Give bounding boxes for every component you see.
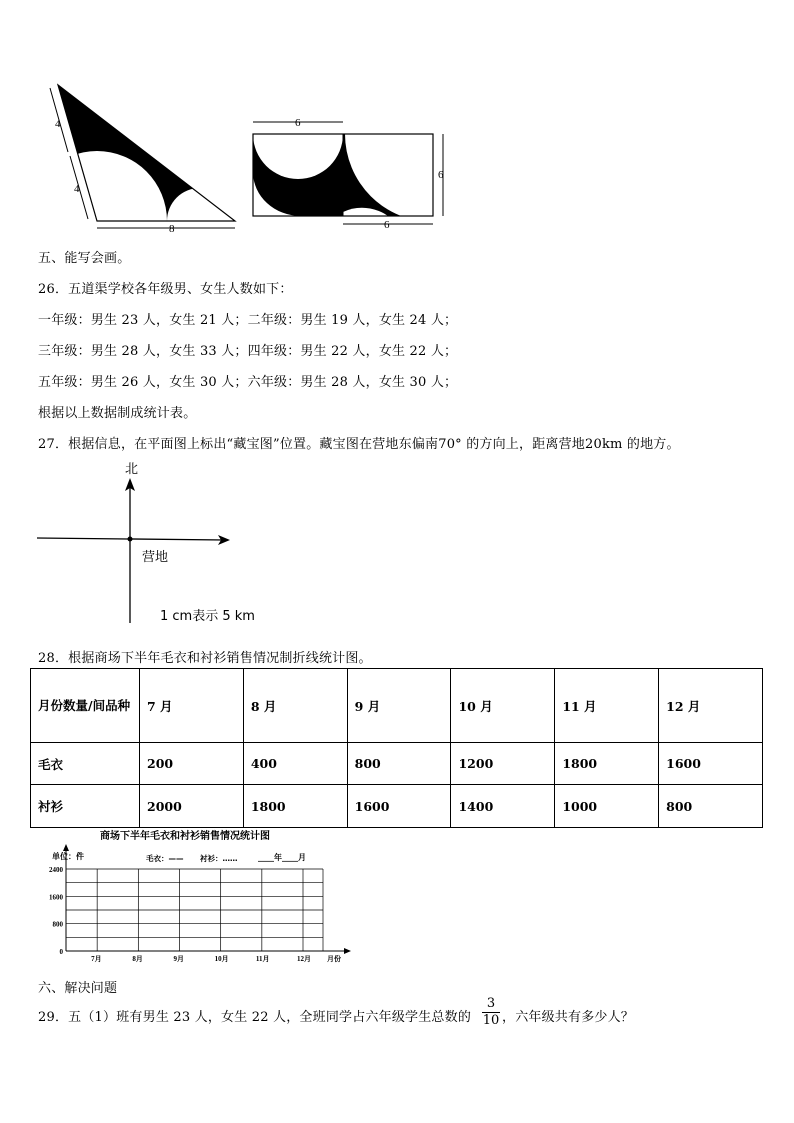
table-header-cell: 12 月 bbox=[659, 669, 763, 743]
chart-legend-sweater: 毛衣：—— bbox=[146, 854, 184, 863]
rectangle-label-right: 6 bbox=[438, 169, 444, 181]
triangle-label-4b: 4 bbox=[74, 183, 80, 195]
camp-label: 营地 bbox=[142, 550, 169, 565]
table-cell: 1800 bbox=[243, 785, 347, 828]
table-cell: 1600 bbox=[347, 785, 451, 828]
chart-grid bbox=[66, 869, 323, 951]
sales-table bbox=[30, 668, 763, 828]
scale-text: 1 cm表示 5 km bbox=[160, 609, 255, 624]
table-cell: 400 bbox=[243, 743, 347, 785]
y-tick-label: 1600 bbox=[49, 893, 63, 902]
q26-task: 根据以上数据制成统计表。 bbox=[38, 406, 197, 421]
triangle-label-8: 8 bbox=[169, 223, 175, 235]
x-axis-arrow bbox=[344, 948, 351, 954]
rectangle-label-top: 6 bbox=[295, 117, 301, 129]
table-cell: 200 bbox=[140, 743, 244, 785]
chart-unit: 单位：件 bbox=[52, 852, 84, 861]
q29-text-after: ，六年级共有多少人？ bbox=[502, 1010, 635, 1025]
y-tick-label: 0 bbox=[59, 948, 63, 956]
chart-title: 商场下半年毛衣和衬衫销售情况统计图 bbox=[100, 831, 270, 842]
section5-heading: 五、能写会画。 bbox=[38, 251, 131, 266]
x-tick-label: 12月 bbox=[297, 955, 311, 963]
fraction-numerator: 3 bbox=[486, 996, 496, 1011]
table-cell: 800 bbox=[347, 743, 451, 785]
table-cell: 1800 bbox=[555, 743, 659, 785]
x-axis-label: 月份 bbox=[327, 955, 341, 963]
table-header-cell: 7 月 bbox=[140, 669, 244, 743]
q26-row1: 一年级：男生 23 人，女生 21 人；二年级：男生 19 人，女生 24 人； bbox=[38, 313, 458, 328]
camp-map bbox=[35, 458, 295, 630]
x-tick-label: 11月 bbox=[255, 955, 270, 963]
table-cell: 2000 bbox=[140, 785, 244, 828]
triangle-figure bbox=[40, 80, 250, 240]
table-header-cell: 月份数量/间品种 bbox=[31, 669, 140, 743]
chart-legend-shirt: 衬衫：…… bbox=[200, 854, 238, 863]
q28-text: 28．根据商场下半年毛衣和衬衫销售情况制折线统计图。 bbox=[38, 651, 372, 666]
table-cell: 毛衣 bbox=[31, 743, 140, 785]
q27-text: 27．根据信息，在平面图上标出“藏宝图”位置。藏宝图在营地东偏南70° 的方向上，距离营地20km 的地方。 bbox=[38, 437, 680, 452]
q26-row2: 三年级：男生 28 人，女生 33 人；四年级：男生 22 人，女生 22 人； bbox=[38, 344, 458, 359]
chart-date-label: ____年____月 bbox=[258, 853, 306, 862]
north-label: 北 bbox=[125, 462, 139, 477]
table-row bbox=[31, 785, 763, 828]
fraction-denominator: 10 bbox=[482, 1013, 500, 1028]
rectangle-figure bbox=[250, 112, 460, 240]
table-header-cell: 10 月 bbox=[451, 669, 555, 743]
rectangle-label-bottom: 6 bbox=[384, 219, 390, 231]
table-cell: 衬衫 bbox=[31, 785, 140, 828]
table-row bbox=[31, 743, 763, 785]
blank-line-chart bbox=[38, 826, 358, 966]
q26-title: 26．五道渠学校各年级男、女生人数如下： bbox=[38, 282, 293, 297]
table-header-cell: 8 月 bbox=[243, 669, 347, 743]
table-cell: 1200 bbox=[451, 743, 555, 785]
camp-point bbox=[128, 537, 133, 542]
table-cell: 1000 bbox=[555, 785, 659, 828]
x-tick-label: 10月 bbox=[214, 955, 229, 963]
y-axis-arrow bbox=[63, 844, 69, 851]
table-cell: 1400 bbox=[451, 785, 555, 828]
q29-text-before: 29．五（1）班有男生 23 人，女生 22 人，全班同学占六年级学生总数的 bbox=[38, 1010, 472, 1025]
y-tick-label: 800 bbox=[52, 920, 63, 929]
x-tick-label: 9月 bbox=[173, 955, 184, 963]
table-cell: 800 bbox=[659, 785, 763, 828]
x-tick-label: 8月 bbox=[132, 955, 143, 963]
table-header-cell: 11 月 bbox=[555, 669, 659, 743]
q26-row3: 五年级：男生 26 人，女生 30 人；六年级：男生 28 人，女生 30 人； bbox=[38, 375, 458, 390]
triangle-label-4a: 4 bbox=[55, 118, 61, 130]
q29-fraction bbox=[482, 996, 500, 1029]
table-cell: 1600 bbox=[659, 743, 763, 785]
table-header-cell: 9 月 bbox=[347, 669, 451, 743]
section6-heading: 六、解决问题 bbox=[38, 981, 118, 996]
table-header-row bbox=[31, 669, 763, 743]
x-tick-label: 7月 bbox=[91, 955, 102, 963]
y-tick-label: 2400 bbox=[49, 866, 63, 874]
